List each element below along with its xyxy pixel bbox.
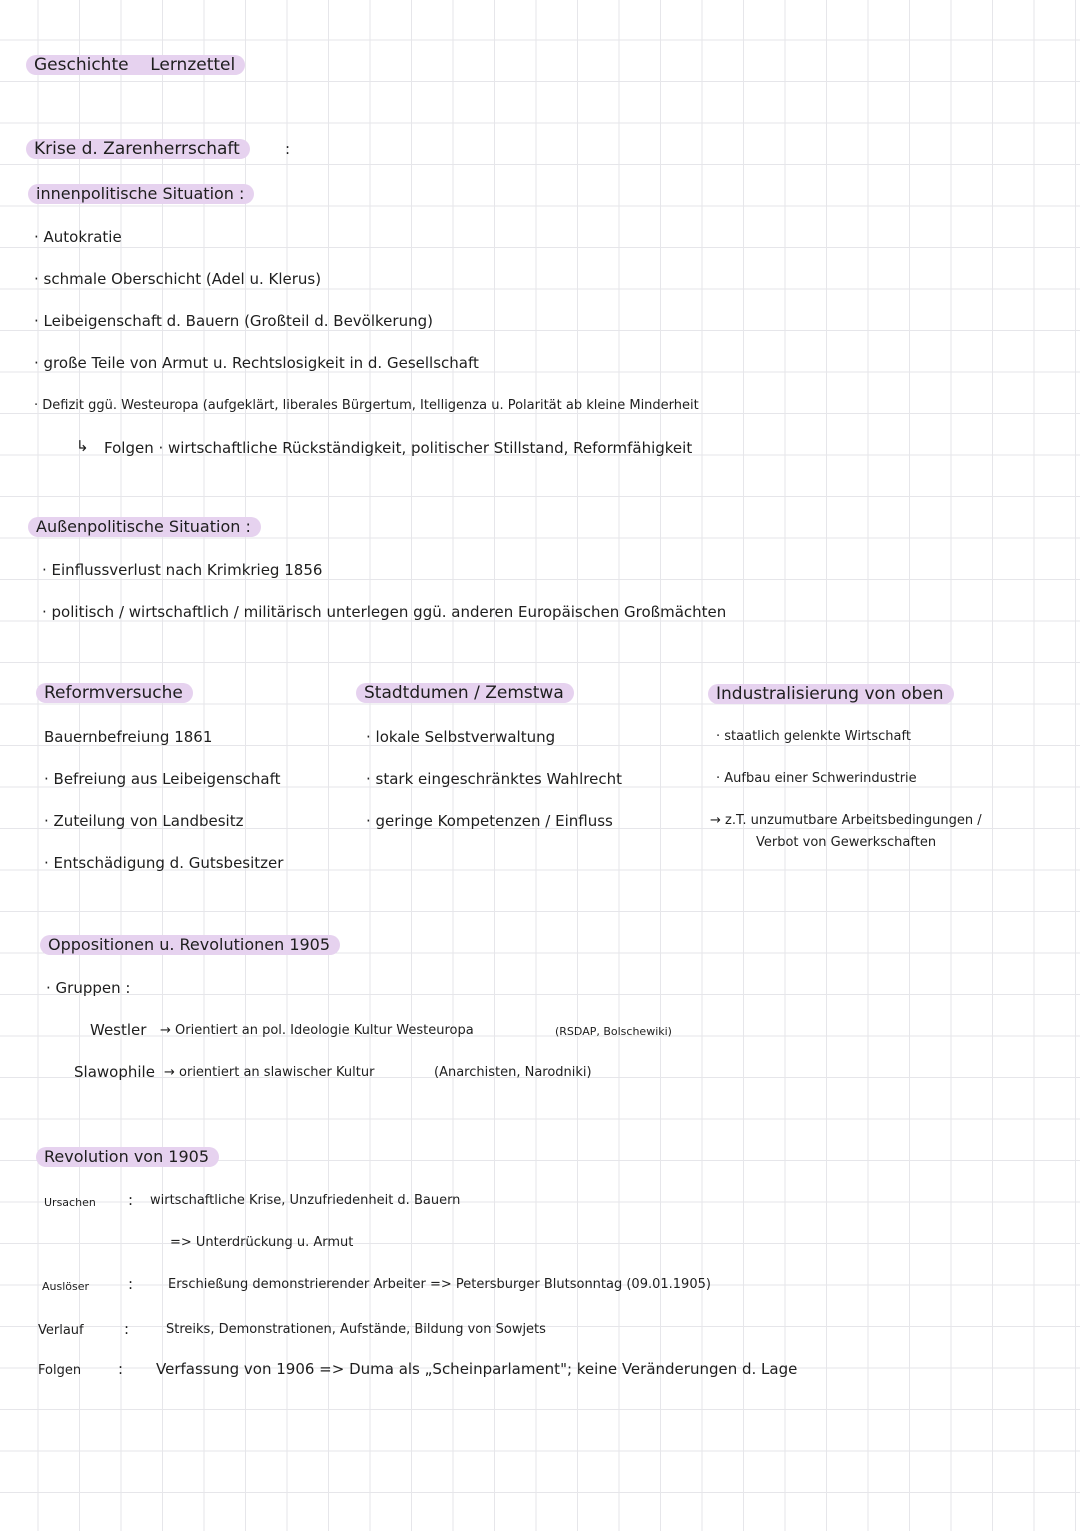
folgen-text: Folgen · wirtschaftliche Rückständigkeit, politischer Stillstand, Reformfähigkeit — [104, 439, 693, 457]
list-item: · große Teile von Armut u. Rechtslosigkeit in d. Gesellschaft — [34, 354, 479, 372]
subheading-aussenpolitik: Außenpolitische Situation : — [28, 517, 261, 537]
row-text: Verfassung von 1906 => Duma als „Scheinparlament"; keine Veränderungen d. Lage — [156, 1360, 798, 1378]
industrie-note: Verbot von Gewerkschaften — [756, 835, 937, 850]
row-colon: : — [124, 1320, 130, 1338]
row-text: => Unterdrückung u. Armut — [170, 1235, 354, 1250]
row-colon: : — [128, 1275, 134, 1293]
row-colon: : — [128, 1191, 134, 1209]
list-item: · schmale Oberschicht (Adel u. Klerus) — [34, 270, 322, 288]
reform-subheading: Bauernbefreiung 1861 — [44, 728, 213, 746]
industrie-note: → z.T. unzumutbare Arbeitsbedingungen / — [710, 813, 982, 828]
heading-revolution: Revolution von 1905 — [36, 1147, 219, 1167]
row-text: Erschießung demonstrierender Arbeiter => Petersburger Blutsonntag (09.01.1905) — [168, 1277, 711, 1292]
heading-reformversuche: Reformversuche — [36, 683, 193, 703]
list-item: · Aufbau einer Schwerindustrie — [716, 771, 917, 786]
heading-colon: : — [285, 140, 291, 158]
row-text: Streiks, Demonstrationen, Aufstände, Bildung von Sowjets — [166, 1322, 546, 1337]
arrow-icon: ↳ — [76, 437, 89, 455]
heading-stadtdumen: Stadtdumen / Zemstwa — [356, 683, 574, 703]
slawophile-name: Slawophile — [74, 1063, 155, 1081]
list-item: · lokale Selbstverwaltung — [366, 728, 556, 746]
row-text: wirtschaftliche Krise, Unzufriedenheit d. Bauern — [150, 1193, 461, 1208]
row-label: Auslöser — [42, 1280, 90, 1293]
heading-industrialisierung: Industralisierung von oben — [708, 684, 954, 704]
row-label: Verlauf — [38, 1323, 84, 1338]
list-item: · geringe Kompetenzen / Einfluss — [366, 812, 613, 830]
westler-name: Westler — [90, 1021, 147, 1039]
list-item: · stark eingeschränktes Wahlrecht — [366, 770, 622, 788]
list-item: · Einflussverlust nach Krimkrieg 1856 — [42, 561, 323, 579]
row-label: Ursachen — [44, 1196, 96, 1209]
slawophile-parties: (Anarchisten, Narodniki) — [434, 1065, 592, 1080]
westler-parties: (RSDAP, Bolschewiki) — [555, 1025, 672, 1038]
list-item: · Zuteilung von Landbesitz — [44, 812, 244, 830]
list-item: · Autokratie — [34, 228, 122, 246]
row-label: Folgen — [38, 1363, 82, 1378]
list-item: · Entschädigung d. Gutsbesitzer — [44, 854, 284, 872]
title-subject: Geschichte — [34, 55, 129, 75]
section-heading-krise: Krise d. Zarenherrschaft — [26, 139, 250, 159]
list-item: · Leibeigenschaft d. Bauern (Großteil d. Bevölkerung) — [34, 312, 433, 330]
gruppen-label: · Gruppen : — [46, 979, 131, 997]
list-item: · staatlich gelenkte Wirtschaft — [716, 729, 911, 744]
row-colon: : — [118, 1360, 124, 1378]
westler-text: → Orientiert an pol. Ideologie Kultur Westeuropa — [160, 1023, 474, 1038]
subheading-innenpolitik: innenpolitische Situation : — [28, 184, 254, 204]
page-title — [26, 55, 245, 75]
list-item: · Defizit ggü. Westeuropa (aufgeklärt, liberales Bürgertum, Itelligenza u. Polarität ab kleine Minderheit — [34, 398, 699, 413]
list-item: · Befreiung aus Leibeigenschaft — [44, 770, 281, 788]
title-type: Lernzettel — [150, 55, 236, 75]
list-item: · politisch / wirtschaftlich / militärisch unterlegen ggü. anderen Europäischen Großmächten — [42, 603, 727, 621]
heading-oppositionen: Oppositionen u. Revolutionen 1905 — [40, 935, 340, 955]
slawophile-text: → orientiert an slawischer Kultur — [164, 1065, 375, 1080]
